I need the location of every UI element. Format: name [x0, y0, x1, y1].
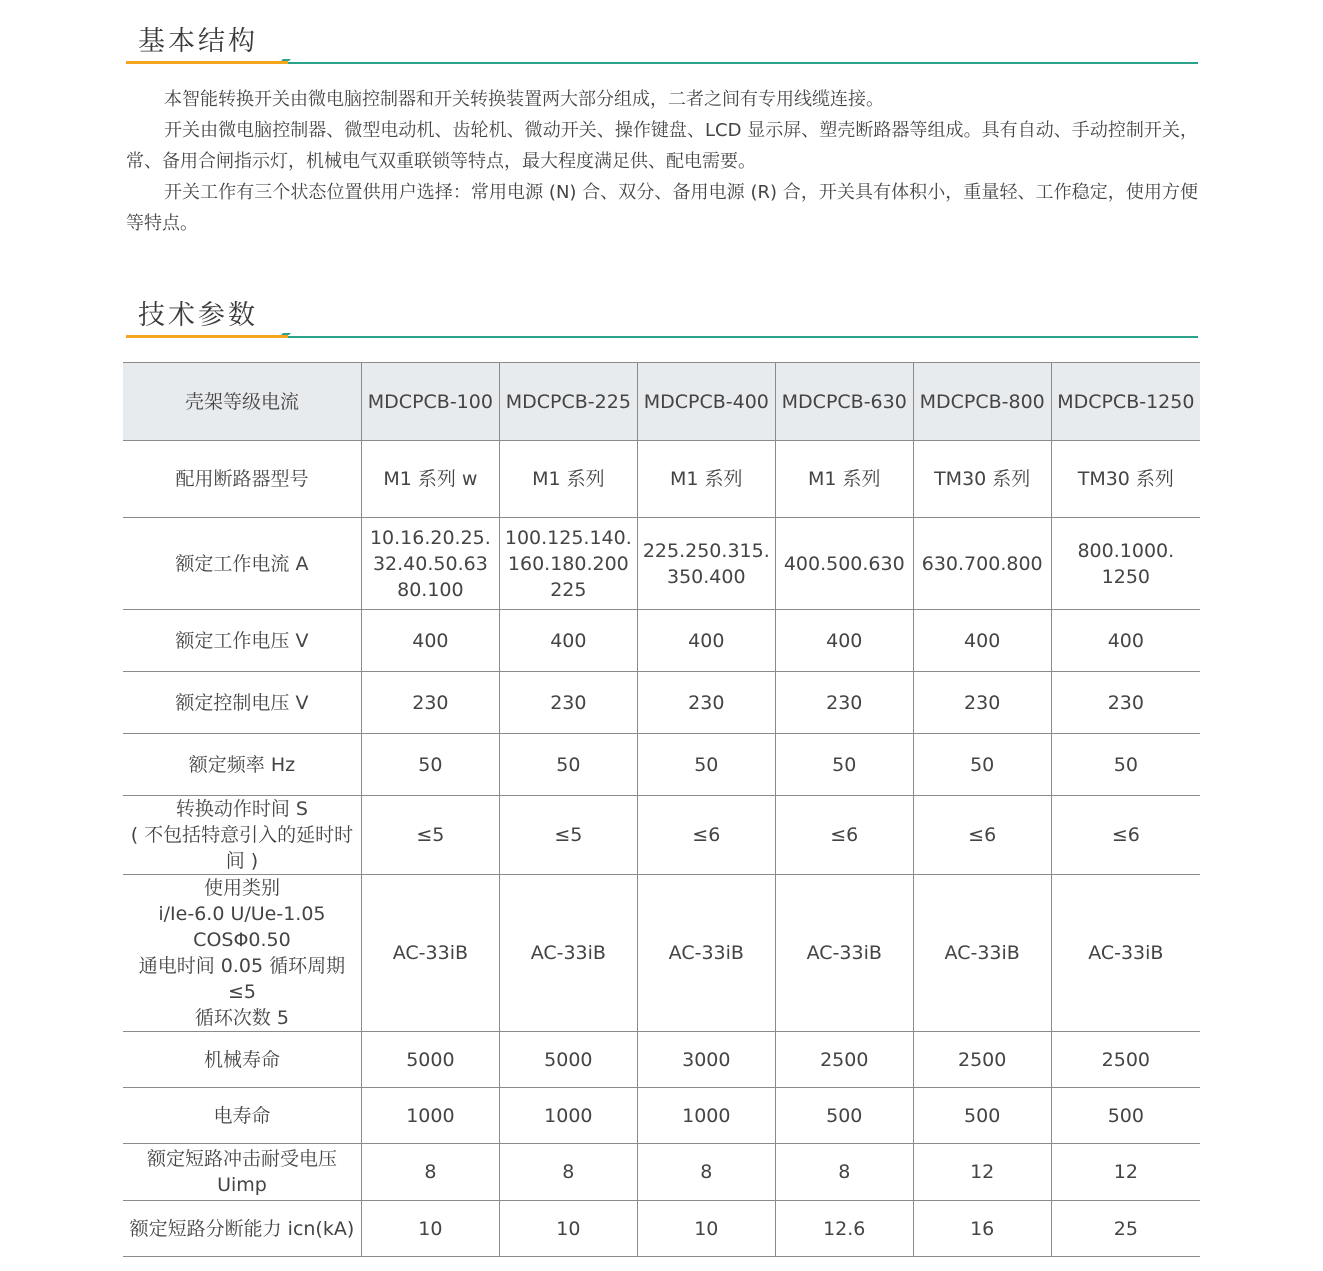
cell-text: 循环次数 5 — [194, 1007, 290, 1029]
table-cell — [775, 672, 913, 734]
table-row — [123, 672, 1200, 734]
cell-text: 8 — [838, 1161, 851, 1183]
table-cell — [913, 1032, 1051, 1088]
table-header-row — [123, 363, 1200, 441]
cell-text: 额定短路分断能力 icn(kA) — [129, 1217, 355, 1240]
table-cell — [1051, 1032, 1200, 1088]
header-model-cell: MDCPCB-400 — [637, 363, 775, 441]
intro-paragraph: 开关工作有三个状态位置供用户选择：常用电源 (N) 合、双分、备用电源 (R) 合，开关具有体积小，重量轻、工作稳定，使用方便等特点。 — [126, 182, 1198, 234]
cell-text: 500 — [826, 1104, 863, 1127]
cell-text: 8 — [700, 1161, 713, 1183]
table-cell — [637, 875, 775, 1032]
row-label-cell — [123, 1032, 361, 1088]
intro-paragraph: 开关由微电脑控制器、微型电动机、齿轮机、微动开关、操作键盘、LCD 显示屏、塑壳断路器等组成。具有自动、手动控制开关，常、备用合闸指示灯，机械电气双重联锁等特点，最大程度满足供、配电需要。 — [126, 120, 1198, 172]
cell-text: 5000 — [544, 1048, 593, 1071]
cell-text: M1 系列 — [807, 468, 881, 490]
row-label-cell — [123, 796, 361, 875]
cell-text: 32.40.50.63 — [372, 552, 488, 575]
section-header-tech-params — [124, 298, 1200, 338]
cell-text: 额定工作电压 V — [175, 629, 309, 652]
table-row — [123, 1144, 1200, 1201]
table-cell — [637, 1088, 775, 1144]
cell-text: 400 — [826, 629, 863, 652]
table-cell — [361, 1032, 499, 1088]
table-row — [123, 441, 1200, 518]
cell-text: 225.250.315. — [642, 539, 770, 562]
cell-text: 2500 — [1101, 1048, 1150, 1071]
section-header-basic-structure — [124, 24, 1200, 64]
table-cell — [499, 672, 637, 734]
cell-text: 230 — [826, 691, 863, 714]
table-cell — [1051, 734, 1200, 796]
cell-text: 50 — [556, 753, 581, 776]
table-cell — [637, 441, 775, 518]
table-cell — [1051, 875, 1200, 1032]
table-cell — [913, 610, 1051, 672]
cell-text: AC-33iB — [806, 942, 882, 964]
cell-text: 通电时间 0.05 循环周期 ≤5 — [138, 955, 346, 1003]
cell-text: 额定频率 Hz — [188, 753, 296, 776]
cell-text: M1 系列 — [532, 468, 605, 490]
table-cell — [499, 1144, 637, 1201]
row-label-cell — [123, 1201, 361, 1257]
cell-text: i/Ie-6.0 U/Ue-1.05 — [158, 903, 326, 925]
cell-text: 10 — [418, 1217, 443, 1240]
header-model-cell: MDCPCB-630 — [775, 363, 913, 441]
table-cell — [637, 1032, 775, 1088]
cell-text: 12.6 — [823, 1217, 866, 1240]
table-row — [123, 610, 1200, 672]
table-cell — [499, 796, 637, 875]
cell-text: AC-33iB — [1088, 942, 1164, 964]
table-cell — [1051, 796, 1200, 875]
row-label-cell — [123, 518, 361, 610]
cell-text: 50 — [970, 753, 995, 776]
cell-text: ≤6 — [968, 824, 997, 846]
table-cell — [775, 441, 913, 518]
cell-text: AC-33iB — [944, 942, 1020, 964]
table-cell — [775, 1032, 913, 1088]
table-cell — [913, 734, 1051, 796]
cell-text: 转换动作时间 S — [175, 798, 308, 820]
row-label-cell — [123, 734, 361, 796]
table-cell — [361, 734, 499, 796]
table-cell — [913, 796, 1051, 875]
cell-text: 1000 — [682, 1104, 731, 1127]
table-cell — [775, 1201, 913, 1257]
cell-text: M1 系列 — [670, 468, 743, 490]
table-cell — [637, 734, 775, 796]
spec-table — [123, 362, 1200, 1257]
cell-text: 25 — [1113, 1217, 1138, 1240]
cell-text: 400 — [688, 629, 725, 652]
header-model-cell: MDCPCB-1250 — [1051, 363, 1200, 441]
cell-text: 1000 — [544, 1104, 593, 1127]
table-cell — [1051, 610, 1200, 672]
cell-text: TM30 系列 — [1077, 468, 1174, 490]
title-underline-accent — [126, 61, 288, 64]
table-cell — [637, 518, 775, 610]
cell-text: 230 — [550, 691, 587, 714]
cell-text: 3000 — [682, 1048, 731, 1071]
table-row — [123, 1201, 1200, 1257]
cell-text: 230 — [412, 691, 449, 714]
cell-text: 8 — [424, 1161, 437, 1183]
cell-text: 8 — [562, 1161, 575, 1183]
cell-text: 使用类别 — [203, 877, 280, 899]
row-label-cell — [123, 875, 361, 1032]
cell-text: 400 — [412, 629, 449, 652]
cell-text: 500 — [1107, 1104, 1144, 1127]
cell-text: 630.700.800 — [921, 552, 1043, 575]
cell-text: 额定短路冲击耐受电压 — [146, 1148, 337, 1170]
header-label-cell: 壳架等级电流 — [123, 363, 361, 441]
table-cell — [913, 1088, 1051, 1144]
cell-text: 100.125.140. — [504, 526, 632, 549]
cell-text: 350.400 — [667, 565, 746, 588]
table-cell — [361, 875, 499, 1032]
cell-text: AC-33iB — [530, 942, 606, 964]
title-underline-rule — [288, 336, 1198, 338]
table-cell — [913, 1201, 1051, 1257]
cell-text: 机械寿命 — [203, 1048, 280, 1071]
cell-text: 2500 — [958, 1048, 1007, 1071]
cell-text: AC-33iB — [392, 942, 469, 964]
table-cell — [637, 610, 775, 672]
cell-text: 50 — [418, 753, 443, 776]
table-cell — [361, 610, 499, 672]
row-label-cell — [123, 672, 361, 734]
table-row — [123, 875, 1200, 1032]
table-cell — [1051, 1088, 1200, 1144]
cell-text: Uimp — [217, 1174, 267, 1196]
cell-text: 400 — [550, 629, 587, 652]
header-model-cell: MDCPCB-100 — [361, 363, 499, 441]
table-cell — [775, 518, 913, 610]
cell-text: 800.1000. — [1077, 539, 1175, 562]
table-cell — [637, 796, 775, 875]
row-label-cell — [123, 1144, 361, 1201]
table-cell — [1051, 1144, 1200, 1201]
table-cell — [361, 1201, 499, 1257]
cell-text: ≤6 — [1111, 824, 1140, 846]
cell-text: ≤6 — [692, 824, 721, 846]
table-row — [123, 796, 1200, 875]
cell-text: 12 — [970, 1161, 995, 1183]
table-cell — [637, 672, 775, 734]
row-label-cell — [123, 1088, 361, 1144]
cell-text: 400.500.630 — [783, 552, 905, 575]
table-row — [123, 734, 1200, 796]
table-cell — [361, 518, 499, 610]
cell-text: 5000 — [406, 1048, 455, 1071]
cell-text: COSΦ0.50 — [193, 929, 291, 951]
header-model-cell: MDCPCB-225 — [499, 363, 637, 441]
cell-text: 400 — [1107, 629, 1144, 652]
table-cell — [775, 1088, 913, 1144]
table-cell — [499, 734, 637, 796]
title-underline-rule — [288, 62, 1198, 64]
cell-text: 1000 — [406, 1104, 455, 1127]
header-model-cell: MDCPCB-800 — [913, 363, 1051, 441]
cell-text: ≤5 — [554, 824, 583, 846]
table-row — [123, 1088, 1200, 1144]
table-cell — [361, 1088, 499, 1144]
section-title: 技术参数 — [138, 300, 258, 331]
cell-text: 16 — [970, 1217, 995, 1240]
cell-text: 12 — [1113, 1161, 1138, 1183]
table-cell — [361, 1144, 499, 1201]
cell-text: 160.180.200 — [507, 552, 629, 575]
table-cell — [775, 875, 913, 1032]
cell-text: 230 — [688, 691, 725, 714]
table-cell — [775, 796, 913, 875]
cell-text: 额定工作电流 A — [175, 552, 309, 575]
section-title: 基本结构 — [138, 26, 258, 57]
table-cell — [361, 672, 499, 734]
table-cell — [499, 610, 637, 672]
cell-text: 50 — [694, 753, 719, 776]
table-cell — [637, 1144, 775, 1201]
cell-text: ( 不包括特意引入的延时时间 ) — [130, 824, 354, 872]
table-cell — [913, 875, 1051, 1032]
table-cell — [499, 1201, 637, 1257]
table-cell — [361, 796, 499, 875]
table-cell — [361, 441, 499, 518]
cell-text: 50 — [1113, 753, 1138, 776]
cell-text: 50 — [832, 753, 857, 776]
table-cell — [499, 1088, 637, 1144]
cell-text: ≤5 — [416, 824, 445, 846]
table-cell — [637, 1201, 775, 1257]
cell-text: 2500 — [820, 1048, 869, 1071]
cell-text: 230 — [1107, 691, 1144, 714]
table-cell — [775, 610, 913, 672]
table-cell — [913, 518, 1051, 610]
table-cell — [499, 1032, 637, 1088]
cell-text: 80.100 — [397, 578, 464, 601]
cell-text: 电寿命 — [213, 1104, 271, 1127]
cell-text: 400 — [964, 629, 1001, 652]
table-cell — [1051, 1201, 1200, 1257]
table-cell — [1051, 518, 1200, 610]
cell-text: 10 — [556, 1217, 581, 1240]
row-label-cell — [123, 610, 361, 672]
cell-text: 1250 — [1101, 565, 1150, 588]
table-cell — [499, 441, 637, 518]
cell-text: 配用断路器型号 — [175, 468, 309, 490]
table-cell — [913, 1144, 1051, 1201]
cell-text: M1 系列 w — [383, 468, 478, 490]
cell-text: 225 — [550, 578, 587, 601]
title-underline-accent — [126, 335, 288, 338]
table-cell — [775, 1144, 913, 1201]
table-cell — [913, 672, 1051, 734]
cell-text: 500 — [964, 1104, 1001, 1127]
cell-text: AC-33iB — [668, 942, 744, 964]
table-cell — [913, 441, 1051, 518]
table-cell — [1051, 672, 1200, 734]
row-label-cell — [123, 441, 361, 518]
table-row — [123, 1032, 1200, 1088]
cell-text: 230 — [964, 691, 1001, 714]
table-cell — [1051, 441, 1200, 518]
intro-paragraph: 本智能转换开关由微电脑控制器和开关转换装置两大部分组成，二者之间有专用线缆连接。 — [164, 89, 884, 110]
cell-text: 10 — [694, 1217, 719, 1240]
table-row — [123, 518, 1200, 610]
cell-text: 额定控制电压 V — [175, 691, 309, 714]
table-cell — [775, 734, 913, 796]
table-cell — [499, 518, 637, 610]
cell-text: TM30 系列 — [934, 468, 1031, 490]
table-cell — [499, 875, 637, 1032]
cell-text: ≤6 — [830, 824, 859, 846]
intro-text — [126, 84, 1198, 239]
cell-text: 10.16.20.25. — [369, 526, 491, 549]
